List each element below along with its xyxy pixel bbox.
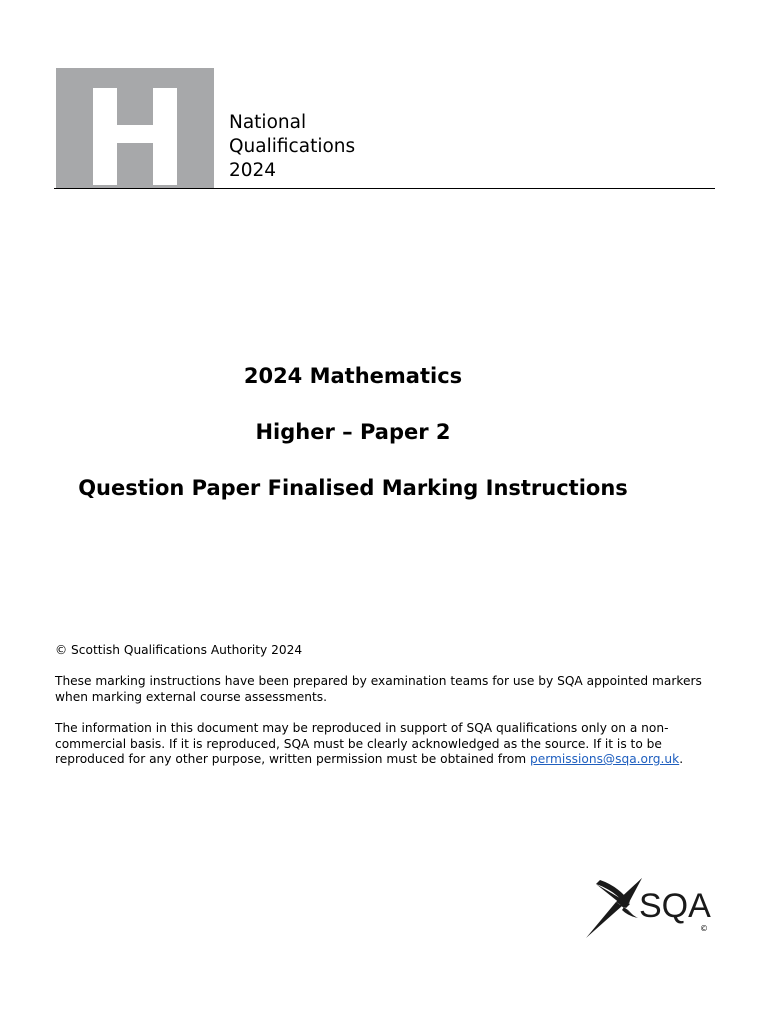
sqa-logo [582,872,714,942]
sqa-copyright-symbol: © [700,924,708,933]
national-qualifications-label [229,111,355,183]
permissions-email-link[interactable]: permissions@sqa.org.uk [530,752,680,766]
level-logo-block [56,68,214,189]
copyright-notice: © Scottish Qualifications Authority 2024 [55,643,303,657]
nq-line-2: Qualifications [229,136,356,157]
paper-title: Higher – Paper 2 [255,420,451,444]
sqa-saltire-icon [586,902,622,938]
document-title: Question Paper Finalised Marking Instructions [78,476,628,500]
h-letter-logo [56,68,214,189]
subject-title: 2024 Mathematics [243,364,463,388]
nq-line-3: 2024 [229,160,277,181]
marking-instructions-paragraph: These marking instructions have been prepared by examination teams for use by SQA appointed markers when marking external course assessments. [55,674,702,704]
nq-line-1: National [229,112,307,133]
header-divider [54,188,715,189]
reproduction-text-end: . [679,752,684,766]
reproduction-paragraph [55,721,715,768]
reproduction-text: The information in this document may be reproduced in support of SQA qualifications only on a non-commercial basis. If it is reproduced, SQA must be clearly acknowledged as the source. If it is to be reproduced for any other purpose, written permission must be obtained from [55,721,669,766]
sqa-wordmark: SQA [639,887,711,925]
